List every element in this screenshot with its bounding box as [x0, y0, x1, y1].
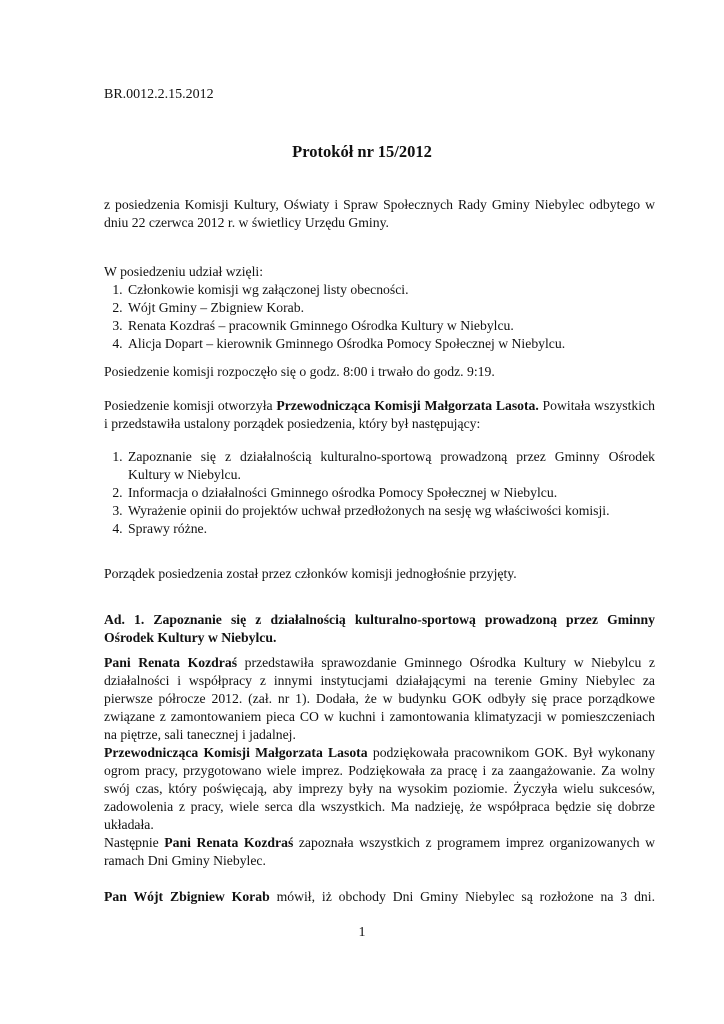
- paragraph-korab: [104, 888, 655, 906]
- list-item: 4. Sprawy różne.: [126, 520, 655, 538]
- list-item: 1. Członkowie komisji wg załączonej listy obecności.: [126, 281, 655, 299]
- paragraph-text: podziękowała pracownikom GOK. Był wykonany ogrom pracy, przygotowano wiele imprez. Podziękowała za pracę i za zaangażowanie. Za wolny swój czas, który poświęcają, aby imprezy były na wysokim poziomie. Życzyła wielu sukcesów, zadowolenia z pracy, wiele serca dla wszystkich. Ma nadzieję, że współpraca będzie się dobrze układała.: [104, 745, 655, 832]
- agenda-accepted: Porządek posiedzenia został przez członków komisji jednogłośnie przyjęty.: [104, 566, 517, 581]
- paragraph-text: mówił, iż obchody Dni Gminy Niebylec są rozłożone na 3 dni.: [276, 889, 655, 904]
- participants-heading: W posiedzeniu udział wzięli:: [104, 264, 264, 279]
- opening-paragraph: [104, 397, 655, 433]
- list-item: 3. Renata Kozdraś – pracownik Gminnego Ośrodka Kultury w Niebylcu.: [126, 317, 655, 335]
- speaker-name: Pani Renata Kozdraś: [104, 655, 238, 670]
- participants-section: [104, 263, 655, 353]
- ad1-heading: Ad. 1. Zapoznanie się z działalnością kulturalno-sportową prowadzoną przez Gminny Ośrodek Kultury w Niebylcu.: [104, 612, 655, 645]
- time-info: Posiedzenie komisji rozpoczęło się o godz. 8:00 i trwało do godz. 9:19.: [104, 364, 495, 379]
- opening-pre: Posiedzenie komisji otworzyła: [104, 398, 273, 413]
- list-item: 3. Wyrażenie opinii do projektów uchwał przedłożonych na sesję wg właściwości komisji.: [126, 502, 655, 520]
- speaker-name: Pani Renata Kozdraś: [164, 835, 294, 850]
- paragraph-program: [104, 834, 655, 870]
- list-item: 2. Informacja o działalności Gminnego ośrodka Pomocy Społecznej w Niebylcu.: [126, 484, 655, 502]
- paragraph-kozdras: [104, 654, 655, 744]
- list-item: 1. Zapoznanie się z działalnością kulturalno-sportową prowadzoną przez Gminny Ośrodek Kultury w Niebylcu.: [126, 448, 655, 484]
- opening-chair: Przewodnicząca Komisji Małgorzata Lasota.: [276, 398, 539, 413]
- list-item: 2. Wójt Gminy – Zbigniew Korab.: [126, 299, 655, 317]
- agenda-section: [104, 448, 655, 538]
- list-item: 4. Alicja Dopart – kierownik Gminnego Ośrodka Pomocy Społecznej w Niebylcu.: [126, 335, 655, 353]
- speaker-name: Przewodnicząca Komisji Małgorzata Lasota: [104, 745, 368, 760]
- paragraph-lasota: [104, 744, 655, 834]
- paragraph-pre: Następnie: [104, 835, 159, 850]
- intro-paragraph: z posiedzenia Komisji Kultury, Oświaty i Spraw Społecznych Rady Gminy Niebylec odbytego w dniu 22 czerwca 2012 r. w świetlicy Urzędu Gminy.: [104, 197, 655, 230]
- opening-post: Powitała wszystkich i przedstawiła ustalony porządek posiedzenia, który był następujący:: [104, 398, 655, 431]
- document-reference: BR.0012.2.15.2012: [104, 87, 214, 102]
- paragraph-text: zapoznała wszystkich z programem imprez organizowanych w ramach Dni Gminy Niebylec.: [104, 835, 655, 868]
- page-title: Protokół nr 15/2012: [292, 142, 432, 161]
- agenda-list: [104, 448, 655, 538]
- paragraph-text: przedstawiła sprawozdanie Gminnego Ośrodka Kultury w Niebylcu z działalności i współpracy z innymi instytucjami działającymi na terenie Gminy Niebylec za pierwsze półrocze 2012. (zał. nr 1). Dodała, że w budynku GOK odbyły się prace porządkowe związane z zamontowaniem pieca CO w kuchni i zamontowania klimatyzacji w pomieszczeniach na piętrze, sali tanecznej i jadalnej.: [104, 655, 655, 742]
- speaker-name: Pan Wójt Zbigniew Korab: [104, 889, 270, 904]
- page-number: 1: [358, 925, 366, 940]
- participants-list: [104, 281, 655, 353]
